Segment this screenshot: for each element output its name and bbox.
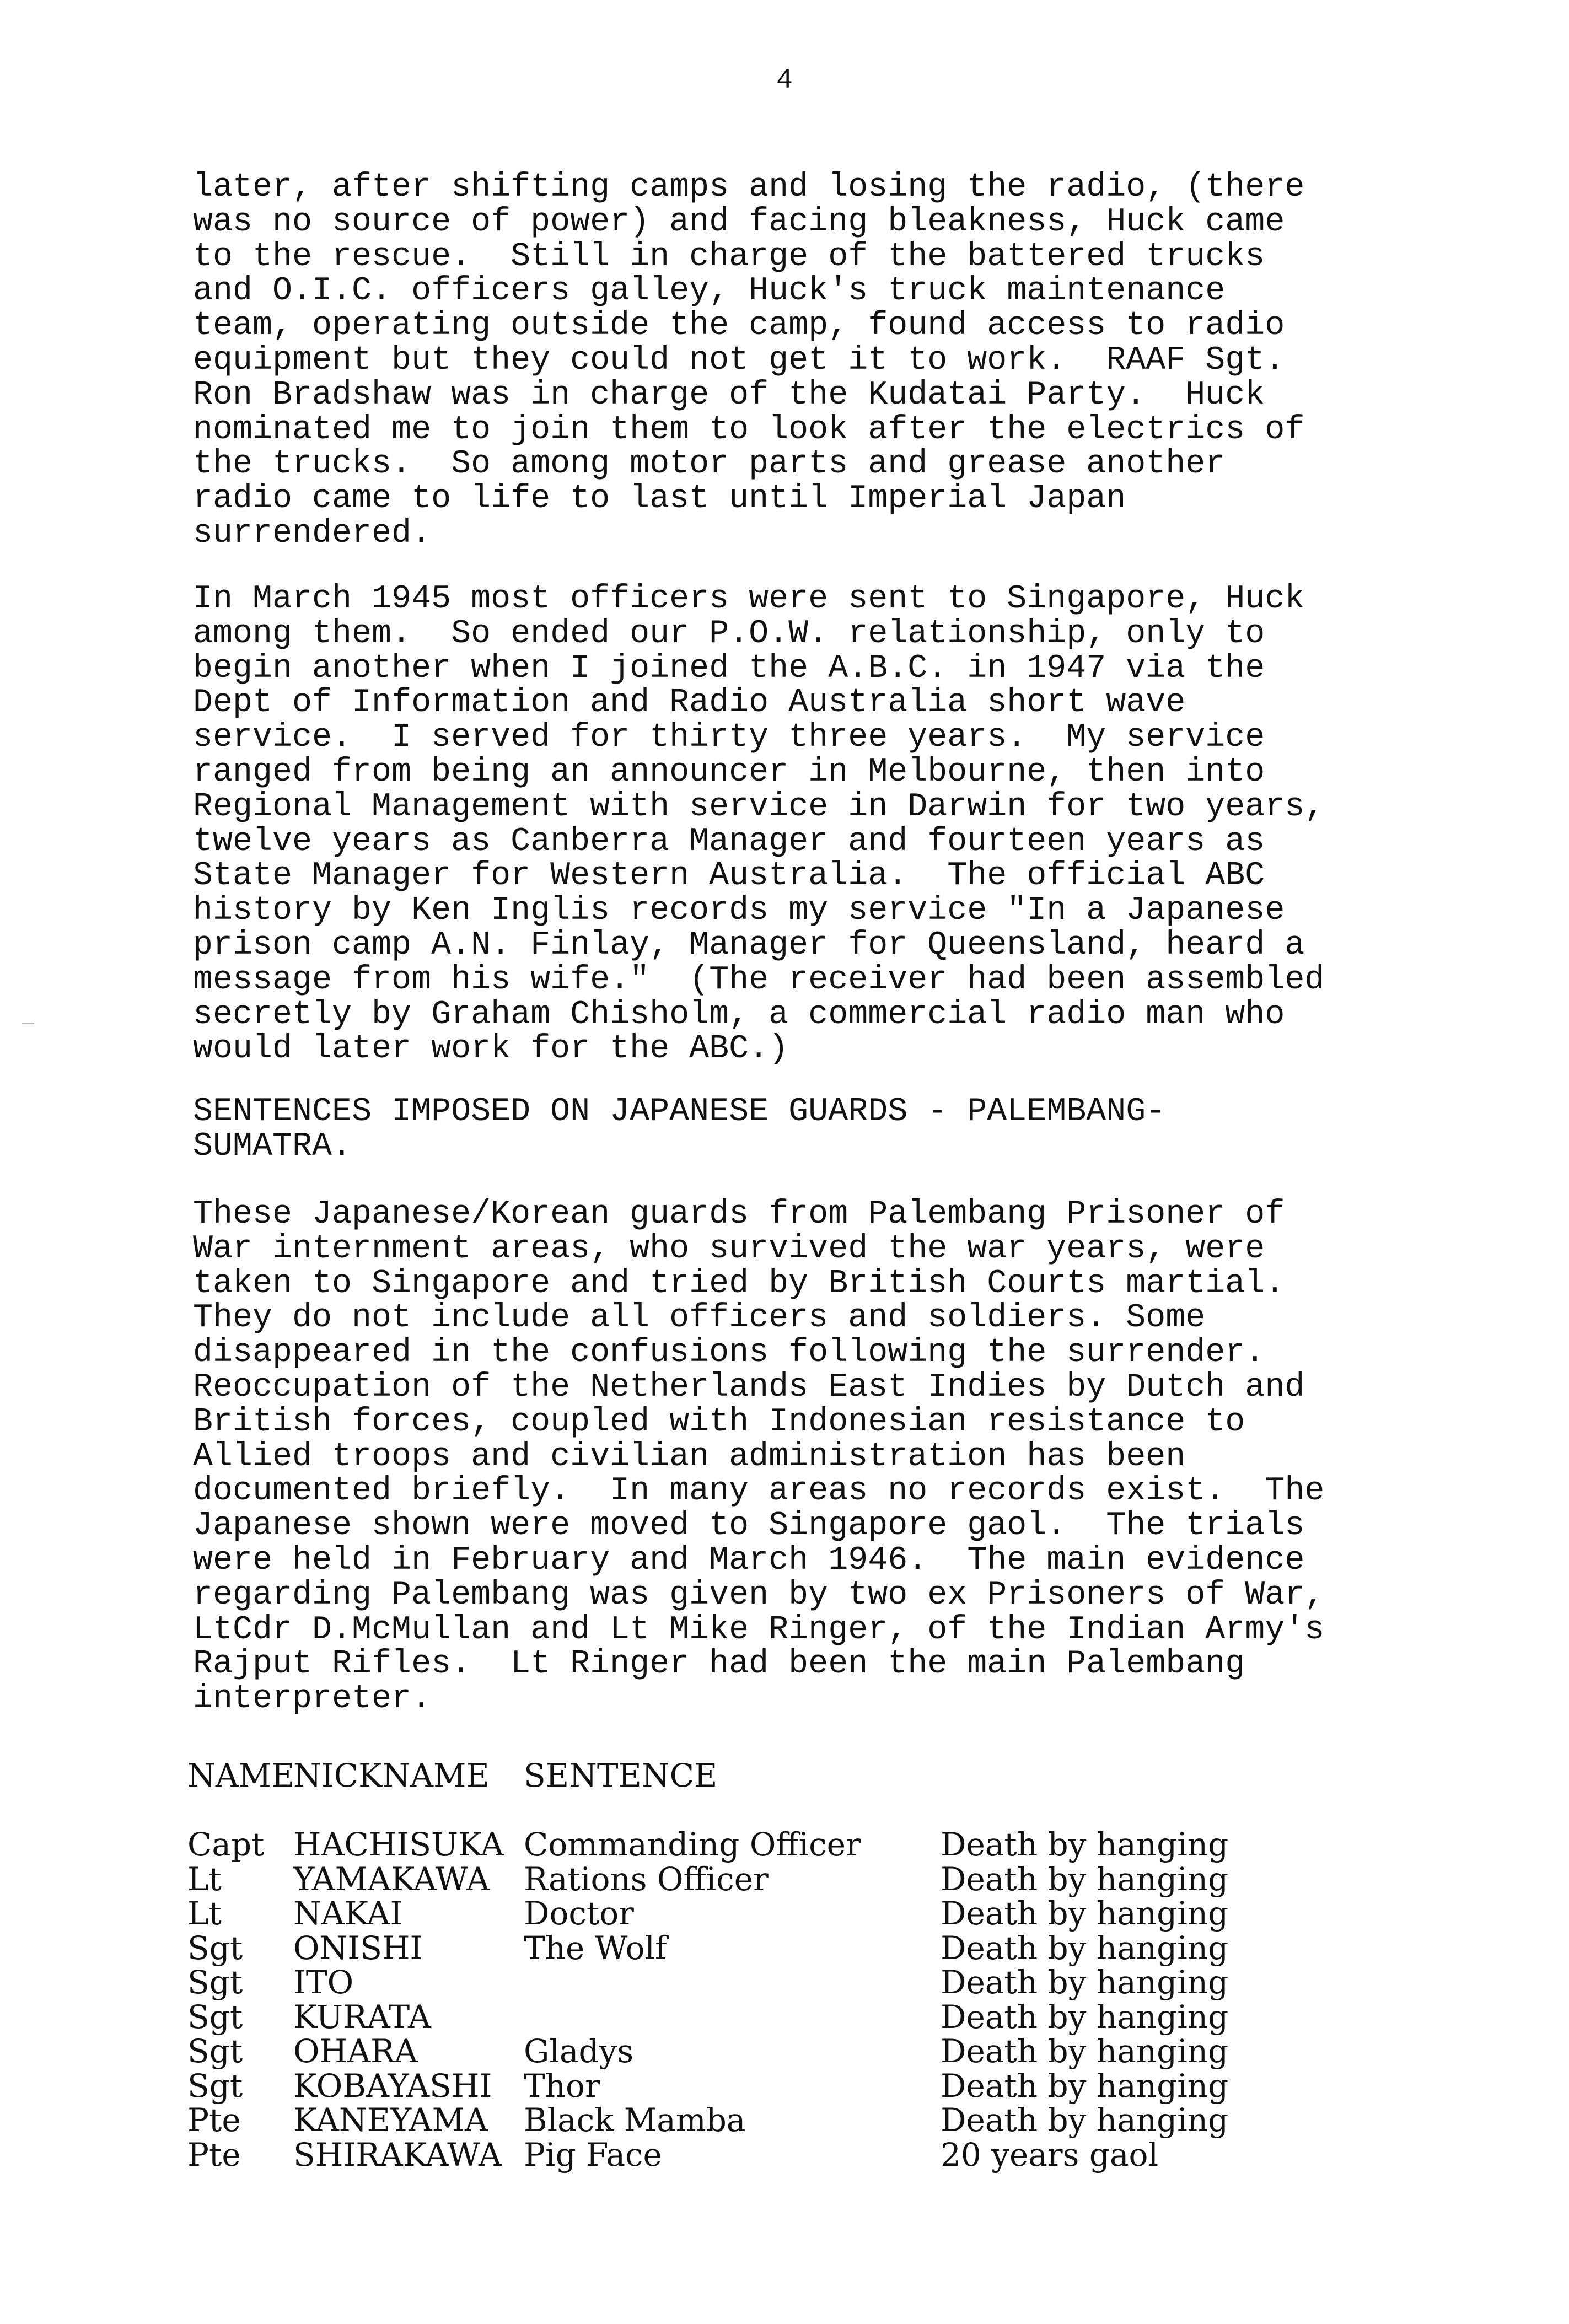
row-name: ONISHI [293, 1929, 423, 1967]
row-rank: Pte [187, 2101, 241, 2139]
row-rank: Sgt [187, 1998, 243, 2036]
row-rank: Sgt [187, 2067, 243, 2105]
row-sentence: Death by hanging [941, 2032, 1229, 2070]
row-sentence: Death by hanging [941, 1895, 1229, 1932]
row-name: HACHISUKA [293, 1826, 504, 1863]
paragraph-radio-story: later, after shifting camps and losing the radio, (there was no source of power) and facing bleakness, Huck came to the rescue. Still in charge of the battered trucks and O.I.C. officers galley, Huck's truck maintenance team, operating outside the camp, found access to radio equipment but they could not get it to work. RAAF Sgt. Ron Bradshaw was in charge of the Kudatai Party. Huck nominated me to join them to look after the electrics of the trucks. So among motor parts and grease another radio came to life to last until Imperial Japan surrendered. [193, 169, 1305, 552]
row-nickname: Black Mamba [524, 2101, 746, 2139]
row-name: KOBAYASHI [293, 2067, 492, 2105]
row-name: ITO [293, 1963, 354, 2001]
section-heading: SENTENCES IMPOSED ON JAPANESE GUARDS - PALEMBANG- SUMATRA. [193, 1093, 1166, 1165]
header-name: NAME [187, 1757, 295, 1794]
row-name: SHIRAKAWA [293, 2135, 502, 2174]
row-name: OHARA [293, 2032, 418, 2070]
margin-mark [22, 1023, 34, 1024]
row-rank: Sgt [187, 1963, 243, 2001]
row-nickname: Commanding Officer [524, 1826, 861, 1863]
row-rank: Sgt [187, 2032, 243, 2070]
row-name: KANEYAMA [293, 2101, 488, 2139]
row-rank: Capt [187, 1826, 265, 1863]
row-sentence: Death by hanging [941, 1860, 1229, 1898]
row-nickname: Pig Face [524, 2135, 662, 2174]
header-nickname: NICKNAME [293, 1757, 490, 1794]
row-rank: Pte [187, 2135, 241, 2174]
row-nickname: Doctor [524, 1895, 634, 1932]
row-nickname: Thor [524, 2067, 600, 2105]
row-sentence: Death by hanging [941, 2101, 1229, 2139]
row-rank: Sgt [187, 1929, 243, 1967]
row-sentence: 20 years gaol [941, 2135, 1159, 2174]
row-sentence: Death by hanging [941, 1963, 1229, 2001]
row-name: NAKAI [293, 1895, 403, 1932]
row-rank: Lt [187, 1895, 222, 1932]
row-name: YAMAKAWA [293, 1860, 490, 1898]
row-sentence: Death by hanging [941, 2067, 1229, 2105]
row-sentence: Death by hanging [941, 1826, 1229, 1863]
page-number: 4 [776, 65, 793, 96]
paragraph-trials: These Japanese/Korean guards from Palembang Prisoner of War internment areas, who survived the war years, were taken to Singapore and tried by British Courts martial. They do not include all officers and soldiers. Some disappeared in the confusions following the surrender. Reoccupation of the Netherlands East Indies by Dutch and British forces, coupled with Indonesian resistance to Allied troops and civilian administration has been documented briefly. In many areas no records exist. The Japanese shown were moved to Singapore gaol. The trials were held in February and March 1946. The main evidence regarding Palembang was given by two ex Prisoners of War, LtCdr D.McMullan and Lt Mike Ringer, of the Indian Army's Rajput Rifles. Lt Ringer had been the main Palembang interpreter. [193, 1196, 1325, 1718]
row-sentence: Death by hanging [941, 1998, 1229, 2036]
paragraph-abc-service: In March 1945 most officers were sent to Singapore, Huck among them. So ended our P.O.W. relationship, only to begin another when I joined the A.B.C. in 1947 via the Dept of Information and Radio Australia short wave service. I served for thirty three years. My service ranged from being an announcer in Melbourne, then into Regional Management with service in Darwin for two years, twelve years as Canberra Manager and fourteen years as State Manager for Western Australia. The official ABC history by Ken Inglis records my service "In a Japanese prison camp A.N. Finlay, Manager for Queensland, heard a message from his wife." (The receiver had been assembled secretly by Graham Chisholm, a commercial radio man who would later work for the ABC.) [193, 580, 1325, 1068]
row-sentence: Death by hanging [941, 1929, 1229, 1967]
row-rank: Lt [187, 1860, 222, 1898]
row-nickname: Rations Officer [524, 1860, 769, 1898]
header-sentence: SENTENCE [524, 1757, 718, 1794]
row-name: KURATA [293, 1998, 431, 2036]
row-nickname: Gladys [524, 2032, 634, 2070]
row-nickname: The Wolf [524, 1929, 667, 1967]
